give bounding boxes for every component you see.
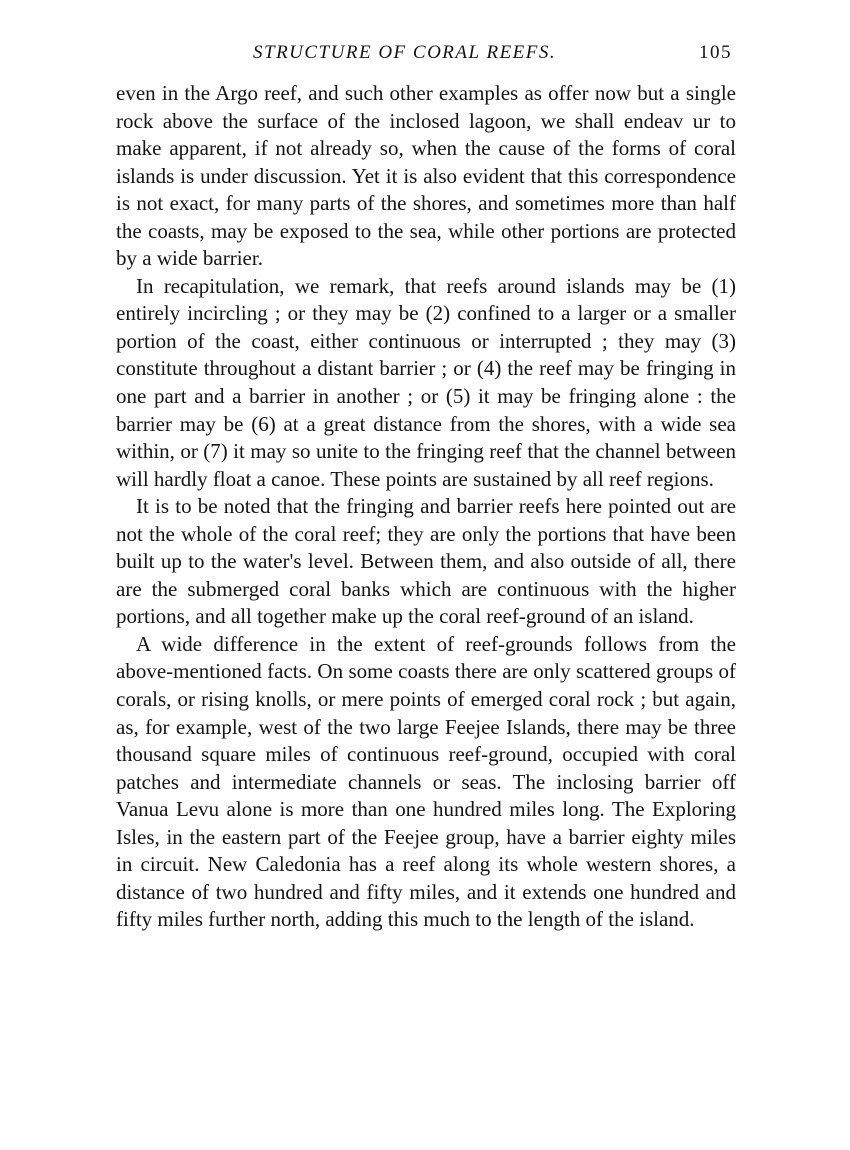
paragraph-3: It is to be noted that the fringing and barrier reefs here pointed out are not the whole of the coral reef; they are only the portions that have been built up to the water's level. Between them, and also outside of all, there are the submerged coral banks which are continuous with the higher portions, and all together make up the coral reef-ground of an island. <box>116 494 736 629</box>
page-number: 105 <box>699 42 732 63</box>
body-text <box>116 80 736 934</box>
running-title: STRUCTURE OF CORAL REEFS. <box>253 42 557 63</box>
page-header <box>0 42 850 72</box>
paragraph-4: A wide difference in the extent of reef-grounds follows from the above-mentioned facts. On some coasts there are only scattered groups of corals, or rising knolls, or mere points of emerged coral rock ; but again, as, for example, west of the two large Feejee Islands, there may be three thousand square miles of continuous reef-ground, occupied with coral patches and intermediate channels or seas. The inclosing barrier off Vanua Levu alone is more than one hundred miles long. The Exploring Isles, in the eastern part of the Feejee group, have a barrier eighty miles in circuit. New Caledonia has a reef along its whole western shores, a distance of two hundred and fifty miles, and it extends one hundred and fifty miles further north, adding this much to the length of the island. <box>116 631 736 932</box>
paragraph-1: even in the Argo reef, and such other examples as offer now but a single rock above the surface of the inclosed lagoon, we shall endeav ur to make apparent, if not already so, when the cause of the forms of coral islands is under discussion. Yet it is also evident that this correspondence is not exact, for many parts of the shores, and sometimes more than half the coasts, may be exposed to the sea, while other portions are protected by a wide barrier. <box>116 81 736 271</box>
paragraph-2: In recapitulation, we remark, that reefs around islands may be (1) entirely incircling ; or they may be (2) confined to a larger or a smaller portion of the coast, either continuous or interrupted ; they may (3) constitute throughout a distant barrier ; or (4) the reef may be fringing in one part and a barrier in another ; or (5) it may be fringing alone : the barrier may be (6) at a great distance from the shores, with a wide sea within, or (7) it may so unite to the fringing reef that the channel between will hardly float a canoe. These points are sustained by all reef regions. <box>116 273 736 491</box>
